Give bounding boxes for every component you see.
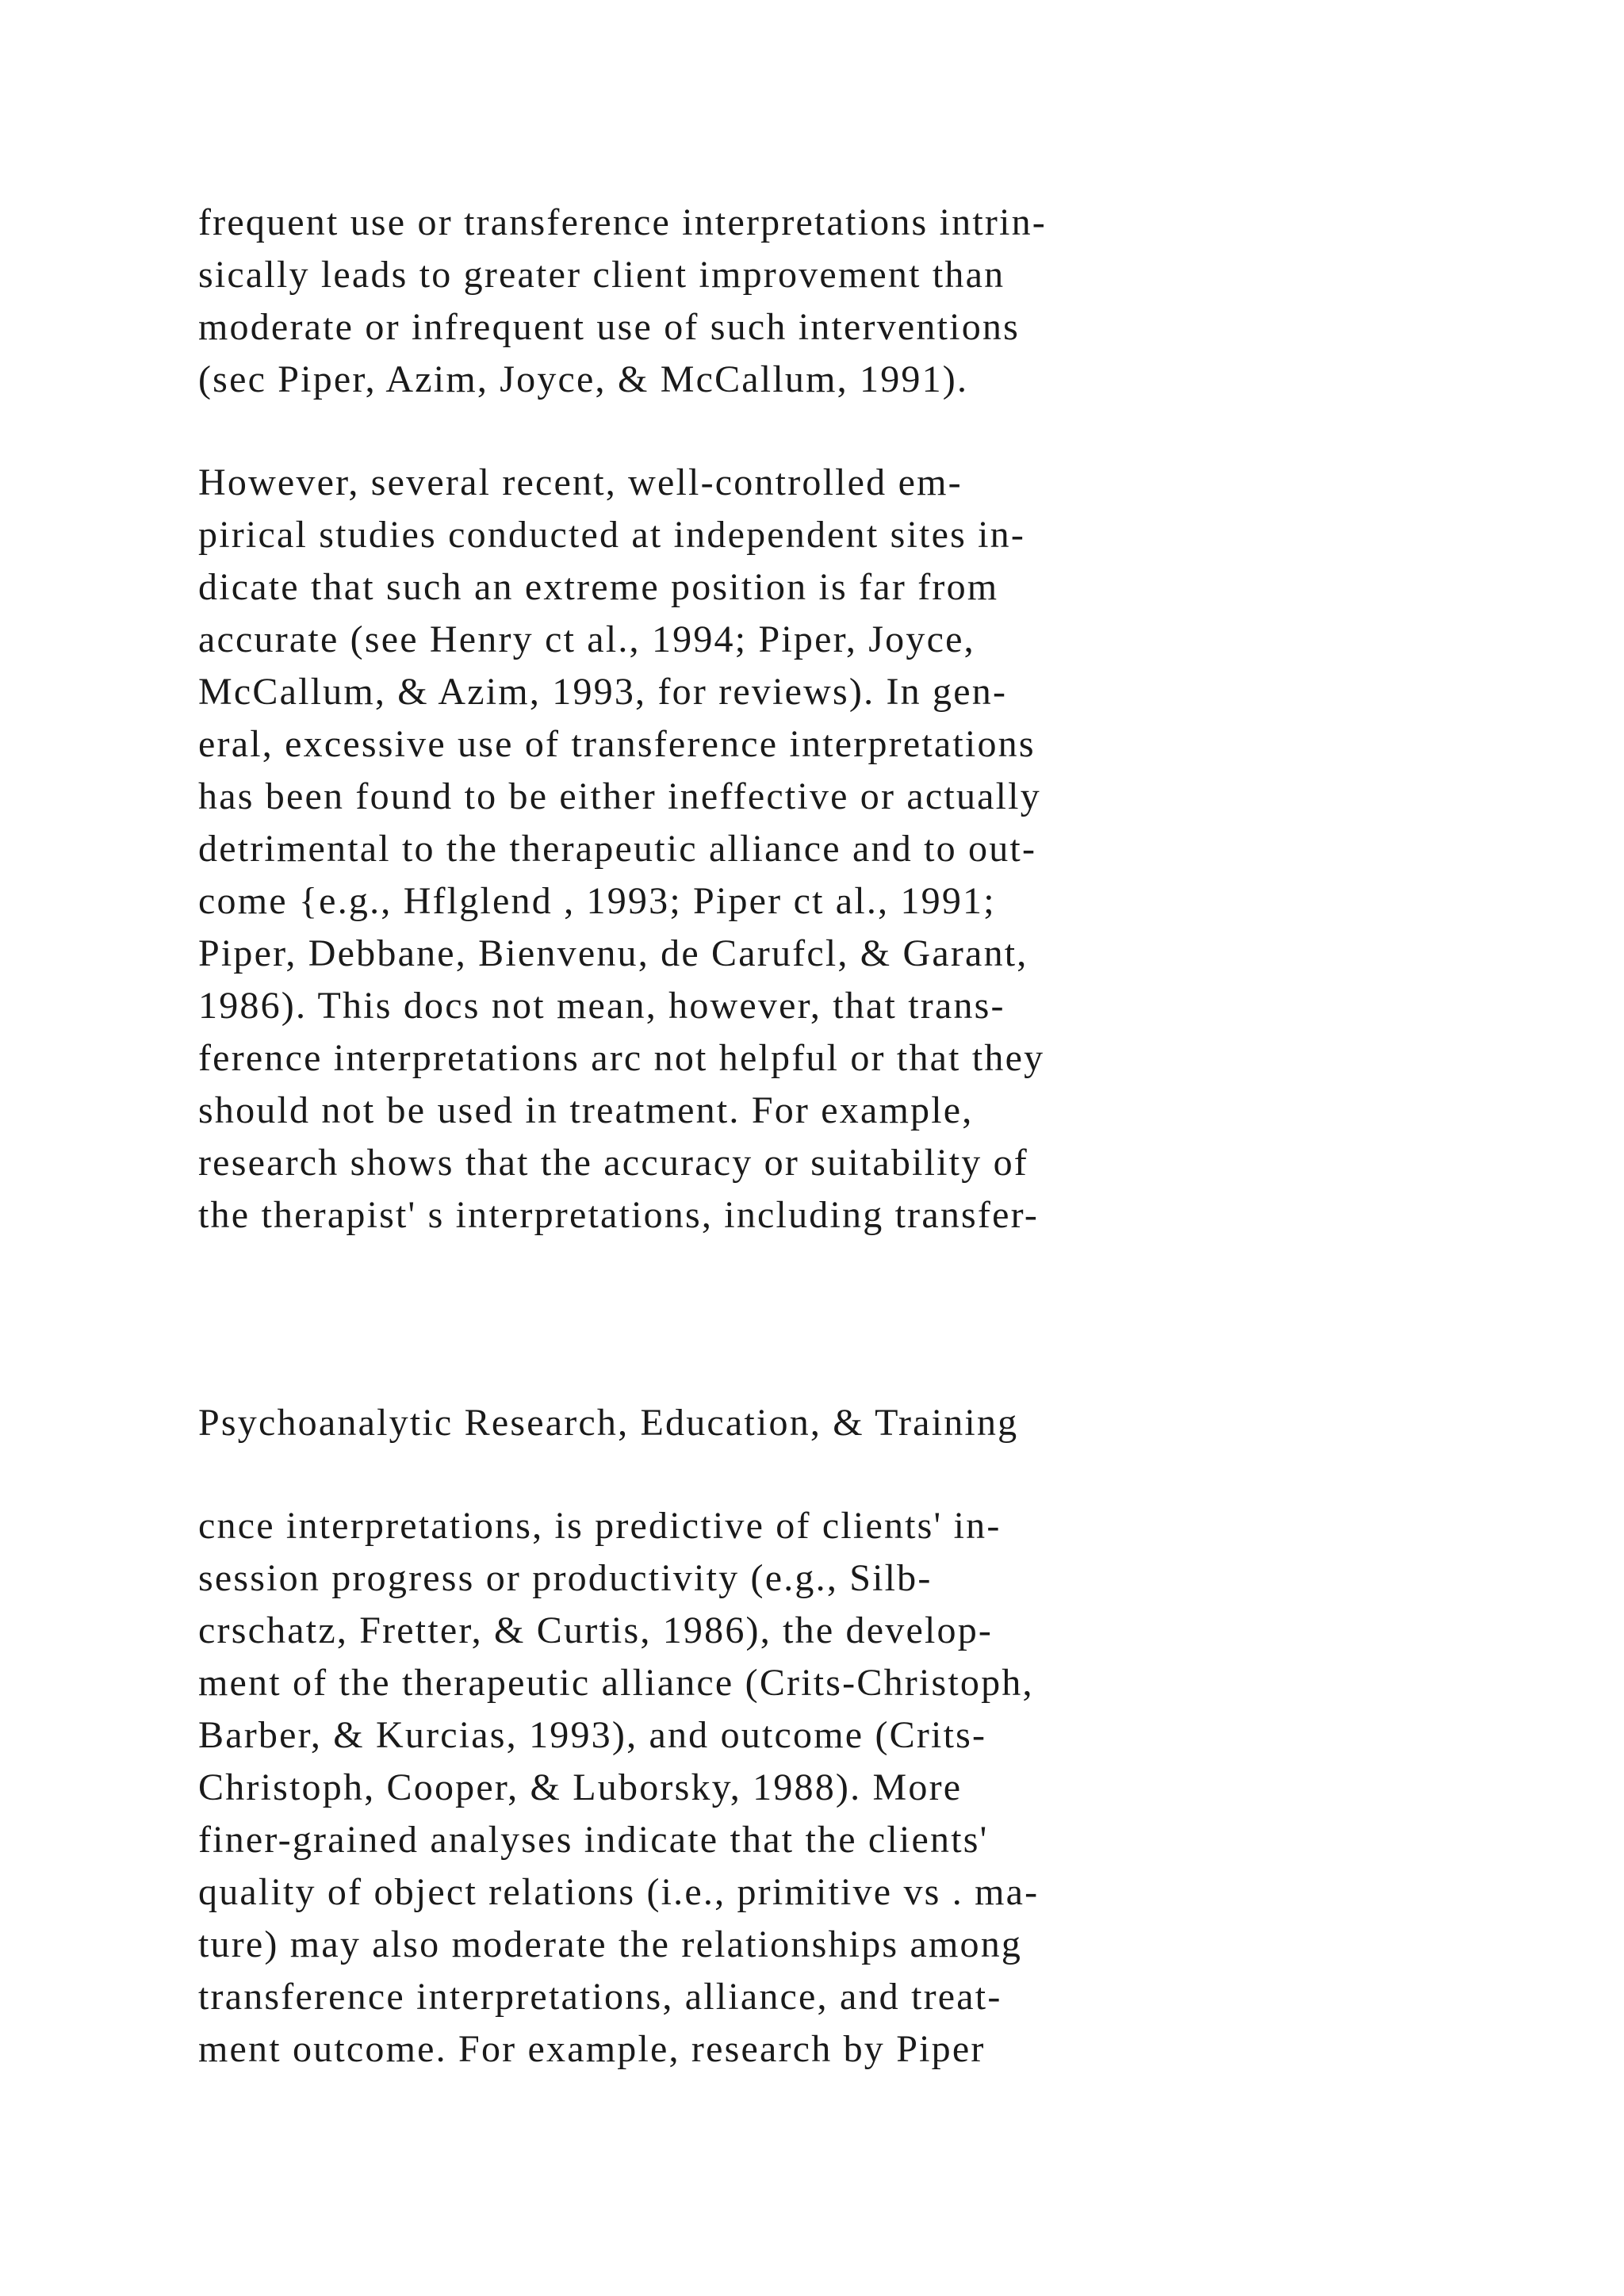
text-line: transference interpretations, alliance, and treat-: [198, 1976, 1002, 2018]
text-line: ference interpretations arc not helpful or that they: [198, 1037, 1045, 1079]
running-header-text: Psychoanalytic Research, Education, & Training: [198, 1402, 1019, 1444]
text-line: finer-grained analyses indicate that the clients': [198, 1819, 989, 1861]
text-line: However, several recent, well-controlled em-: [198, 461, 963, 503]
text-line: ment outcome. For example, research by Piper: [198, 2028, 986, 2070]
text-line: McCallum, & Azim, 1993, for reviews). In gen-: [198, 671, 1008, 713]
text-line: should not be used in treatment. For example,: [198, 1089, 974, 1131]
running-header: [198, 1397, 1018, 1449]
text-line: cnce interpretations, is predictive of clients' in-: [198, 1505, 1002, 1547]
text-line: dicate that such an extreme position is far from: [198, 566, 999, 608]
text-line: moderate or infrequent use of such interventions: [198, 306, 1020, 348]
text-line: frequent use or transference interpretations intrin-: [198, 201, 1047, 243]
text-line: eral, excessive use of transference interpretations: [198, 723, 1036, 765]
text-line: Piper, Debbane, Bienvenu, de Carufcl, & Garant,: [198, 932, 1028, 974]
text-line: quality of object relations (i.e., primitive vs . ma-: [198, 1871, 1040, 1913]
text-line: research shows that the accuracy or suitability of: [198, 1142, 1028, 1184]
text-line: sically leads to greater client improvement than: [198, 254, 1005, 296]
text-line: has been found to be either ineffective or actually: [198, 775, 1041, 817]
text-line: (sec Piper, Azim, Joyce, & McCallum, 1991).: [198, 358, 969, 400]
text-line: 1986). This docs not mean, however, that trans-: [198, 985, 1005, 1027]
text-line: accurate (see Henry ct al., 1994; Piper, Joyce,: [198, 618, 975, 660]
text-line: the therapist' s interpretations, including transfer-: [198, 1194, 1040, 1236]
text-line: detrimental to the therapeutic alliance and to out-: [198, 828, 1037, 870]
text-line: ture) may also moderate the relationships among: [198, 1923, 1023, 1965]
paragraph-continuation: [198, 197, 1047, 406]
text-line: Christoph, Cooper, & Luborsky, 1988). More: [198, 1766, 963, 1808]
text-line: Barber, & Kurcias, 1993), and outcome (Crits-: [198, 1714, 987, 1756]
text-line: ment of the therapeutic alliance (Crits-Christoph,: [198, 1662, 1034, 1704]
paragraph-continued: [198, 1500, 1039, 2076]
paragraph-however: [198, 457, 1044, 1242]
text-line: crschatz, Fretter, & Curtis, 1986), the develop-: [198, 1609, 994, 1651]
text-line: pirical studies conducted at independent sites in-: [198, 514, 1026, 556]
text-line: session progress or productivity (e.g., Silb-: [198, 1557, 933, 1599]
text-line: come {e.g., Hflglend , 1993; Piper ct al., 1991;: [198, 880, 996, 922]
